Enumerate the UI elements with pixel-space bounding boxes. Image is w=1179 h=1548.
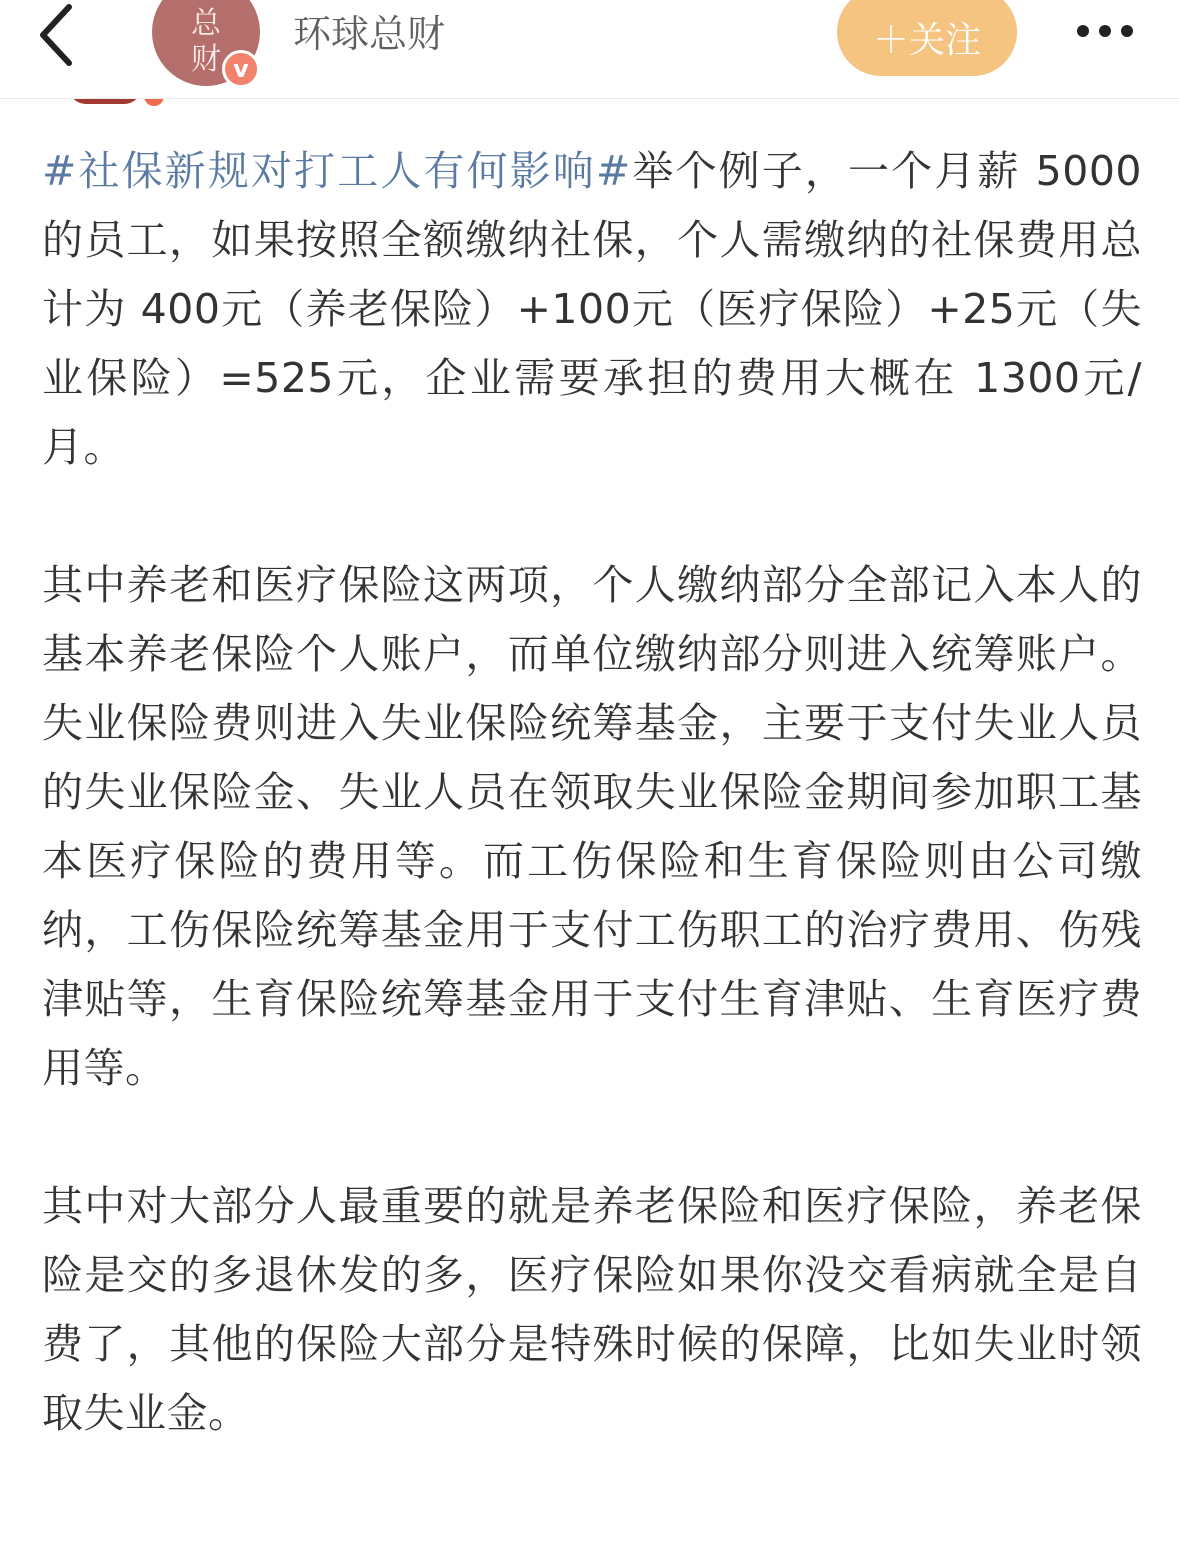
post-paragraph: 其中养老和医疗保险这两项，个人缴纳部分全部记入本人的基本养老保险个人账户，而单位缴纳部分则进入统筹账户。失业保险费则进入失业保险统筹基金，主要于支付失业人员的失业保险金、失业人员在领取失业保险金期间参加职工基本医疗保险的费用等。而工伤保险和生育保险则由公司缴纳，工伤保险统筹基金用于支付工伤职工的治疗费用、伤残津贴等，生育保险统筹基金用于支付生育津贴、生育医疗费用等。 xyxy=(42,561,1142,1092)
post-paragraph: 其中对大部分人最重要的就是养老保险和医疗保险，养老保险是交的多退休发的多，医疗保险如果你没交看病就全是自费了，其他的保险大部分是特殊时候的保障，比如失业时领取失业金。 xyxy=(42,1182,1142,1437)
top-navigation-bar xyxy=(0,0,1179,99)
avatar-text: 总财 xyxy=(191,6,221,77)
hashtag-link[interactable]: #社保新规对打工人有何影响# xyxy=(42,147,631,195)
account-name[interactable]: 环球总财 xyxy=(293,12,446,56)
follow-button[interactable]: ＋关注 xyxy=(837,0,1017,76)
verified-badge-icon: v xyxy=(222,50,260,88)
more-options-button[interactable] xyxy=(1060,6,1150,56)
more-dots-icon xyxy=(1099,25,1111,37)
post-paragraph xyxy=(42,137,1142,482)
paragraph-text: 举个例子，一个月薪 5000的员工，如果按照全额缴纳社保，个人需缴纳的社保费用总计为 400元（养老保险）+100元（医疗保险）+25元（失业保险）=525元，企业需要承担的费用大概在 1300元/月。 xyxy=(42,147,1142,471)
post-content xyxy=(42,137,1142,1448)
back-button[interactable] xyxy=(22,0,92,70)
more-dots-icon xyxy=(1077,25,1089,37)
more-dots-icon xyxy=(1121,25,1133,37)
chevron-left-icon xyxy=(37,3,77,67)
